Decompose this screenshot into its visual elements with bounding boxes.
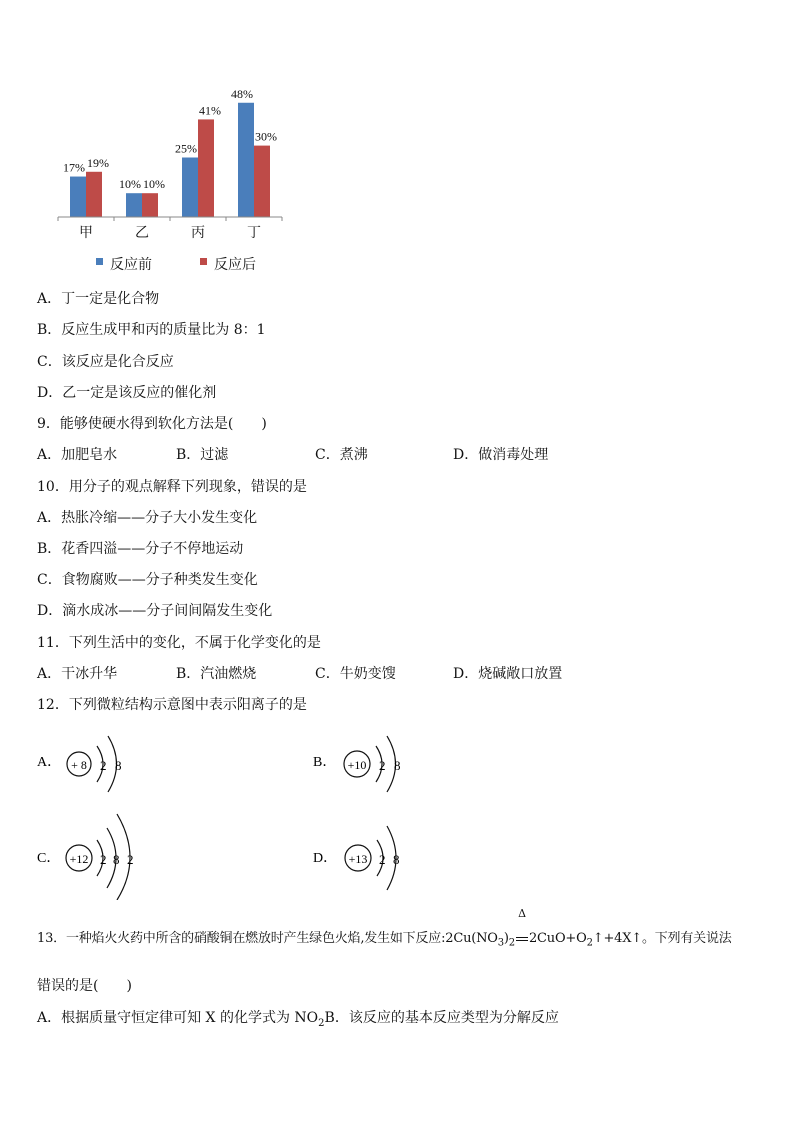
q9-option-a: A．加肥皂水: [37, 447, 118, 463]
q13-option-a-sub: 2: [318, 1017, 325, 1029]
q9-option-d: D．做消毒处理: [453, 447, 549, 463]
atom-d-nucleus: +13: [348, 852, 368, 866]
data-label-乙-反应后: 10%: [143, 177, 165, 192]
q12-stem: 12．下列微粒结构示意图中表示阳离子的是: [37, 697, 307, 713]
data-label-丁-反应后: 30%: [255, 129, 277, 144]
bar-丙-反应后: [198, 119, 214, 217]
data-label-甲-反应后: 19%: [87, 155, 109, 170]
q13-stem-tail: ↑+4X↑。下列有关说法: [592, 931, 732, 946]
q11-option-a: A．干冰升华: [37, 666, 118, 682]
q10-option-a: A．热胀冷缩——分子大小发生变化: [37, 510, 258, 526]
bar-乙-反应后: [142, 193, 158, 217]
atom-c-shell-2: 8: [113, 852, 120, 867]
bar-甲-反应后: [86, 172, 102, 217]
atom-a-shell-2: 8: [115, 758, 122, 773]
q8-option-a: A．丁一定是化合物: [37, 291, 160, 307]
equals-bar: [516, 937, 528, 941]
bar-丙-反应前: [182, 158, 198, 218]
q8-option-d: D．乙一定是该反应的催化剂: [37, 385, 217, 401]
data-label-甲-反应前: 17%: [63, 160, 85, 175]
data-label-丙-反应后: 41%: [199, 103, 221, 118]
heat-equals-sign: [515, 907, 529, 948]
data-label-乙-反应前: 10%: [119, 177, 141, 192]
data-label-丁-反应前: 48%: [231, 86, 253, 101]
atom-d-label: D．: [313, 851, 338, 866]
q13-stem-post: 2CuO+O: [528, 931, 587, 946]
category-label-丙: 丙: [191, 225, 205, 241]
chart-legend: [96, 257, 256, 273]
q9-option-c: C．煮沸: [315, 447, 368, 463]
atom-a-label: A．: [37, 755, 62, 770]
atom-c-shell-3: 2: [127, 852, 134, 867]
q13-o-sub: 2: [586, 937, 593, 949]
atom-diagram-b: [313, 728, 443, 802]
bars-group: [63, 87, 277, 217]
q13-option-a: [37, 1009, 559, 1033]
legend-label-反应后: 反应后: [214, 257, 256, 273]
q9-stem: 9．能够使硬水得到软化方法是( ): [37, 416, 267, 432]
legend-swatch-反应前: [96, 258, 103, 265]
q13-stem-pre: 13．一种焰火火药中所含的硝酸铜在燃放时产生绿色火焰,发生如下反应:2Cu(NO: [37, 931, 498, 946]
q13-sub-2: 2: [508, 937, 515, 949]
atom-b-shell-1: 2: [379, 758, 386, 773]
q13-option-a-pre: A．根据质量守恒定律可知 X 的化学式为 NO: [37, 1010, 319, 1026]
bar-丁-反应后: [254, 146, 270, 217]
atom-diagram-c: [37, 810, 177, 904]
legend-label-反应前: 反应前: [110, 257, 152, 273]
q11-stem: 11．下列生活中的变化，不属于化学变化的是: [37, 635, 321, 651]
atom-c-nucleus: +12: [69, 852, 89, 866]
q13-sub-3: 3: [497, 937, 504, 949]
data-label-丙-反应前: 25%: [175, 141, 197, 156]
atom-a-nucleus: + 8: [71, 758, 87, 772]
q13-stem-line1: [37, 907, 732, 953]
q10-option-b: B．花香四溢——分子不停地运动: [37, 541, 244, 557]
q13-close-paren: ): [503, 931, 509, 946]
q13-stem-line2: 错误的是( ): [37, 978, 132, 994]
x-axis-ticks: [58, 217, 282, 221]
q11-option-b: B．汽油燃烧: [176, 666, 257, 682]
q10-option-c: C．食物腐败——分子种类发生变化: [37, 572, 258, 588]
q8-option-c: C．该反应是化合反应: [37, 354, 174, 370]
atom-a-shell-1: 2: [100, 758, 107, 773]
atom-diagram-a: [37, 728, 167, 802]
q10-stem: 10．用分子的观点解释下列现象，错误的是: [37, 479, 307, 495]
q10-option-d: D．滴水成冰——分子间间隔发生变化: [37, 603, 273, 619]
bar-chart: [40, 80, 300, 280]
q11-option-c: C．牛奶变馊: [315, 666, 396, 682]
q8-option-b: B．反应生成甲和丙的质量比为 8：1: [37, 322, 266, 338]
category-label-乙: 乙: [135, 225, 149, 241]
category-labels: [79, 225, 261, 241]
bar-丁-反应前: [238, 103, 254, 217]
q11-option-d: D．烧碱敞口放置: [453, 666, 563, 682]
bar-甲-反应前: [70, 177, 86, 217]
atom-diagram-d: [313, 816, 443, 900]
q13-option-a-post: B．该反应的基本反应类型为分解反应: [324, 1010, 559, 1026]
category-label-丁: 丁: [247, 225, 261, 241]
atom-b-shell-2: 8: [394, 758, 401, 773]
atom-d-shell-1: 2: [379, 852, 386, 867]
atom-c-label: C．: [37, 851, 61, 866]
legend-swatch-反应后: [200, 258, 207, 265]
category-label-甲: 甲: [79, 225, 93, 241]
atom-c-shell-1: 2: [100, 852, 107, 867]
atom-d-shell-2: 8: [393, 852, 400, 867]
atom-b-nucleus: +10: [347, 758, 367, 772]
atom-b-label: B．: [313, 755, 337, 770]
q9-option-b: B．过滤: [176, 447, 229, 463]
bar-乙-反应前: [126, 193, 142, 217]
delta-symbol: Δ: [518, 907, 526, 920]
